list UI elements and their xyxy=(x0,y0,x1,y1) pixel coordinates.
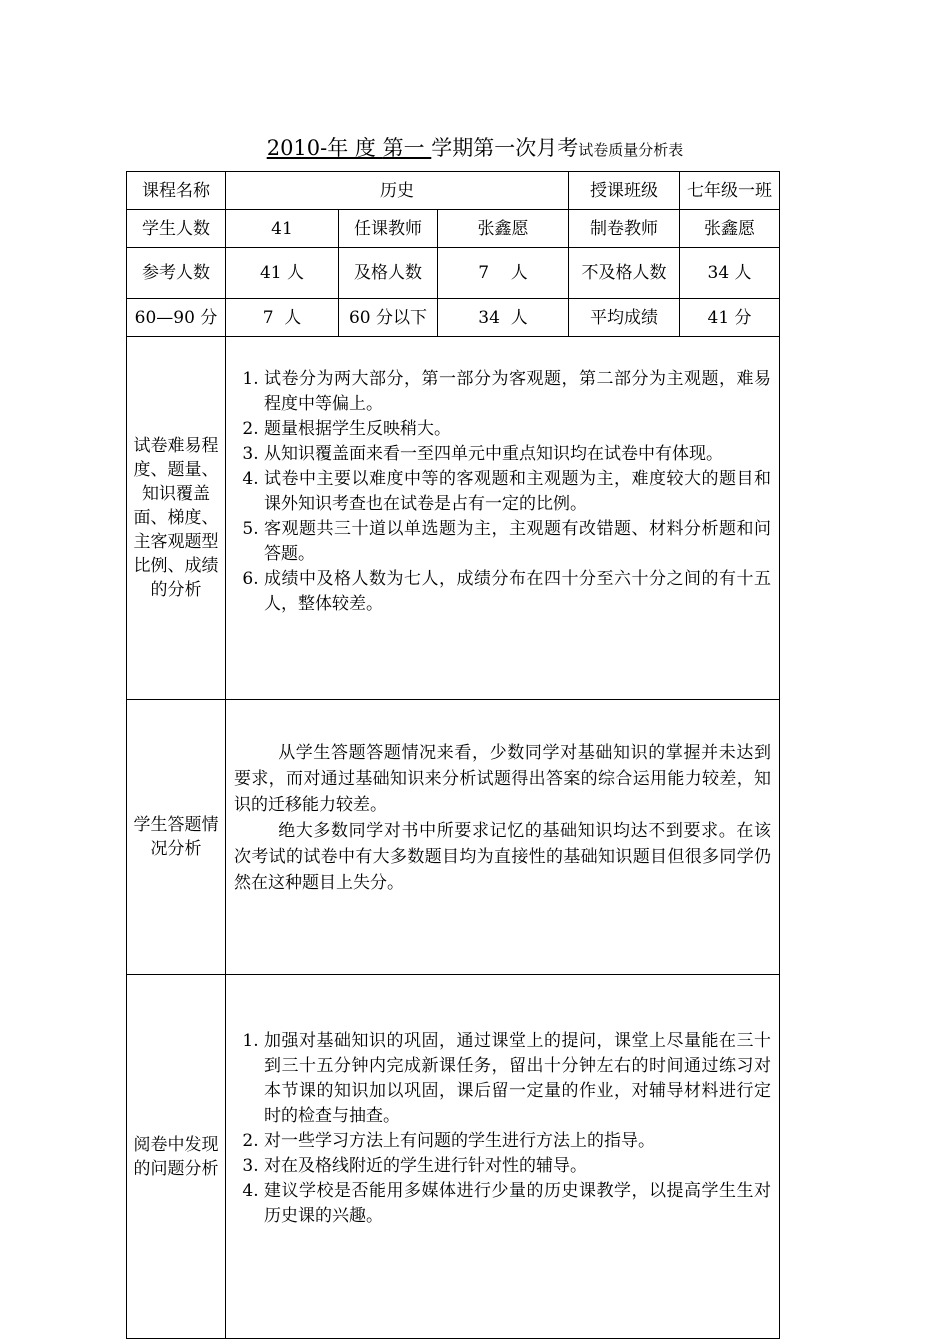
list-item: 2. 对一些学习方法上有问题的学生进行方法上的指导。 xyxy=(264,1129,771,1154)
title-year: 2010-年 度 xyxy=(266,136,383,160)
section3-label: 阅卷中发现的问题分析 xyxy=(127,975,226,1339)
list-item: 6. 成绩中及格人数为七人，成绩分布在四十分至六十分之间的有十五人，整体较差。 xyxy=(264,567,771,617)
course-value: 历史 xyxy=(226,172,569,210)
exam-value: 41 人 xyxy=(226,248,339,299)
list-item: 4. 试卷中主要以难度中等的客观题和主观题为主，难度较大的题目和课外知识考查也在试卷是占有一定的比例。 xyxy=(264,467,771,517)
section2-label: 学生答题情况分析 xyxy=(127,700,226,975)
paragraph: 从学生答题答题情况来看，少数同学对基础知识的掌握并未达到要求，而对通过基础知识来分析试题得出答案的综合运用能力较差，知识的迁移能力较差。 xyxy=(234,743,772,815)
students-label: 学生人数 xyxy=(127,210,226,248)
below-label: 60 分以下 xyxy=(339,299,438,337)
class-value: 七年级一班 xyxy=(680,172,780,210)
document-title xyxy=(0,132,950,162)
analysis-table xyxy=(126,171,780,1339)
table-row xyxy=(127,337,780,700)
list-item: 5. 客观题共三十道以单选题为主，主观题有改错题、材料分析题和问答题。 xyxy=(264,517,771,567)
paragraph: 绝大多数同学对书中所要求记忆的基础知识均达不到要求。在该次考试的试卷中有大多数题目均为直接性的基础知识题目但很多同学仍然在这种题目上失分。 xyxy=(234,821,772,893)
avg-value: 41 分 xyxy=(680,299,780,337)
maker-value: 张鑫愿 xyxy=(680,210,780,248)
avg-label: 平均成绩 xyxy=(569,299,680,337)
range-value: 7 人 xyxy=(226,299,339,337)
section3-list xyxy=(234,1029,771,1229)
exam-label: 参考人数 xyxy=(127,248,226,299)
section2-content xyxy=(226,700,780,975)
pass-label: 及格人数 xyxy=(339,248,438,299)
list-item: 4. 建议学校是否能用多媒体进行少量的历史课教学，以提高学生生对历史课的兴趣。 xyxy=(264,1179,771,1229)
teacher-value: 张鑫愿 xyxy=(438,210,569,248)
list-item: 3. 对在及格线附近的学生进行针对性的辅导。 xyxy=(264,1154,771,1179)
table-row xyxy=(127,975,780,1339)
title-main: 学期第一次月考 xyxy=(431,136,579,160)
section1-list xyxy=(234,367,771,617)
fail-label: 不及格人数 xyxy=(569,248,680,299)
section1-label: 试卷难易程度、题量、知识覆盖面、梯度、主客观题型比例、成绩的分析 xyxy=(127,337,226,700)
title-suffix: 试卷质量分析表 xyxy=(578,141,684,159)
table-row xyxy=(127,700,780,975)
below-value: 34 人 xyxy=(438,299,569,337)
teacher-label: 任课教师 xyxy=(339,210,438,248)
list-item: 2. 题量根据学生反映稍大。 xyxy=(264,417,771,442)
class-label: 授课班级 xyxy=(569,172,680,210)
table-row xyxy=(127,210,780,248)
pass-value: 7 人 xyxy=(438,248,569,299)
table-row xyxy=(127,172,780,210)
course-label: 课程名称 xyxy=(127,172,226,210)
table-row xyxy=(127,299,780,337)
list-item: 3. 从知识覆盖面来看一至四单元中重点知识均在试卷中有体现。 xyxy=(264,442,771,467)
students-value: 41 xyxy=(226,210,339,248)
section3-content xyxy=(226,975,780,1339)
section1-content xyxy=(226,337,780,700)
list-item: 1. 试卷分为两大部分，第一部分为客观题，第二部分为主观题，难易程度中等偏上。 xyxy=(264,367,771,417)
fail-value: 34 人 xyxy=(680,248,780,299)
title-term: 第一 xyxy=(382,136,432,160)
list-item: 1. 加强对基础知识的巩固，通过课堂上的提问，课堂上尽量能在三十到三十五分钟内完成新课任务，留出十分钟左右的时间通过练习对本节课的知识加以巩固，课后留一定量的作业，对辅导材料进行定时的检查与抽查。 xyxy=(264,1029,771,1129)
maker-label: 制卷教师 xyxy=(569,210,680,248)
table-row xyxy=(127,248,780,299)
range-label: 60—90 分 xyxy=(127,299,226,337)
